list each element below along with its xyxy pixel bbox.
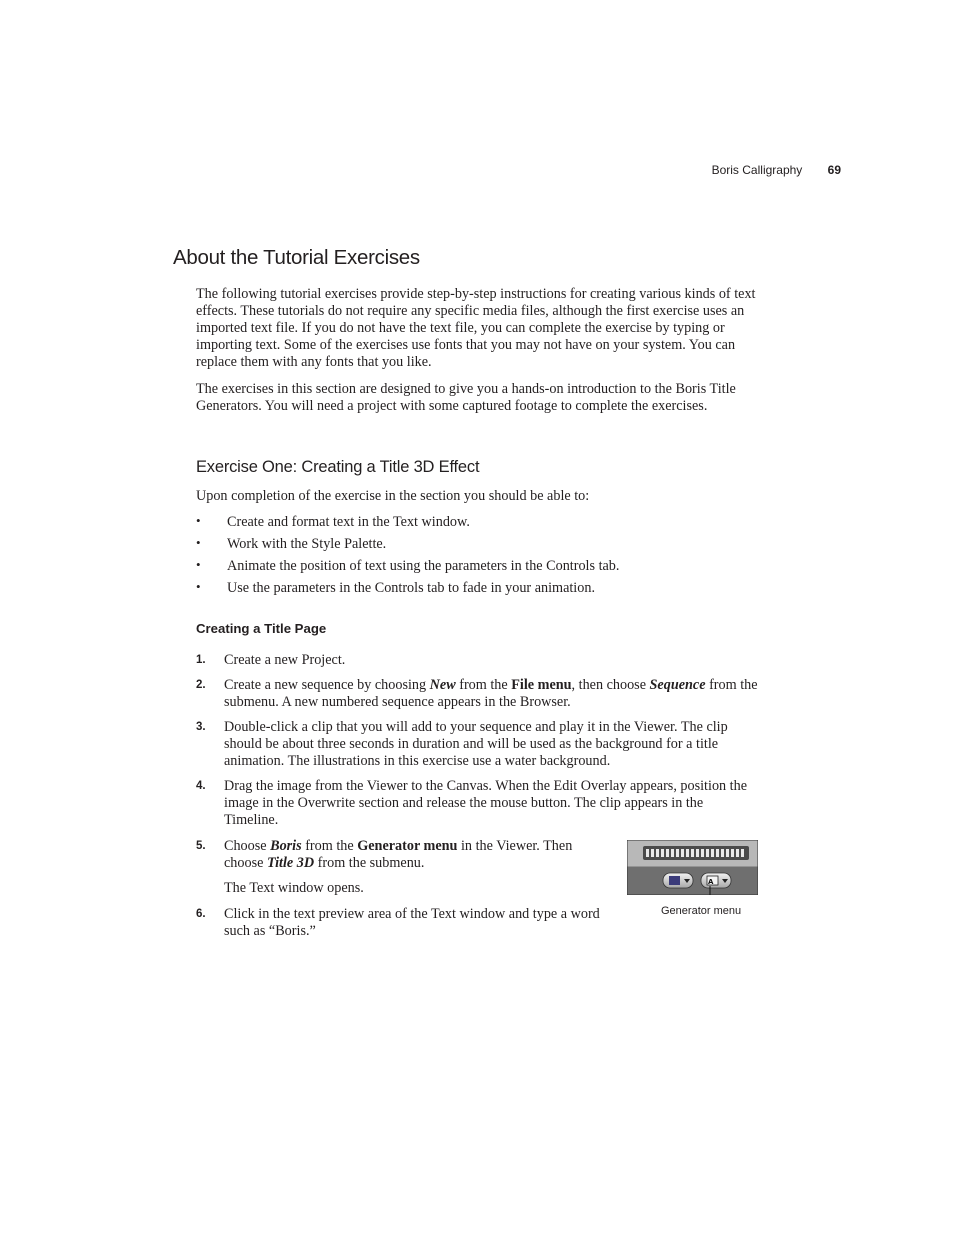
generator-menu-figure: [627, 840, 758, 895]
step-4: 4. Drag the image from the Viewer to the Canvas. When the Edit Overlay appears, position the image in the Overwrite section and release the mouse button. The clip appears in the Timeline.: [196, 778, 748, 828]
list-item: • Use the parameters in the Controls tab to fade in your animation.: [196, 579, 595, 596]
exercise-heading: Exercise One: Creating a Title 3D Effect: [196, 458, 480, 476]
subsection-heading: Creating a Title Page: [196, 621, 327, 636]
running-header: [712, 163, 841, 177]
objectives-list: [196, 514, 756, 602]
step-2: 2. Create a new sequence by choosing New from the File menu, then choose Sequence from the submenu. A new numbered sequence appears in the Browser.: [196, 677, 758, 710]
page-number: 69: [827, 163, 841, 177]
step-5: 5. Choose Boris from the Generator menu in the Viewer. Then choose Title 3D from the submenu. The Text window opens.: [196, 838, 596, 897]
list-item: • Animate the position of text using the parameters in the Controls tab.: [196, 557, 620, 574]
step-6: 6. Click in the text preview area of the Text window and type a word such as “Boris.”: [196, 906, 600, 939]
svg-text:A: A: [708, 878, 714, 886]
list-item: • Work with the Style Palette.: [196, 535, 387, 552]
page-title: About the Tutorial Exercises: [173, 246, 420, 269]
figure-caption: Generator menu: [661, 905, 742, 917]
intro-paragraph-2: The exercises in this section are designed to give you a hands-on introduction to the Boris Title Generators. You will need a project with some captured footage to complete the exercises.: [196, 381, 736, 414]
generator-menu-screenshot: [627, 840, 758, 895]
intro-paragraph-1: The following tutorial exercises provide step-by-step instructions for creating various kinds of text effects. These tutorials do not require any specific media files, although the first exercise uses an imported text file. If you do not have the text file, you can complete the exercise by typing or importing text. Some of the exercises use fonts that you may not have on your system. You can replace them with any fonts that you like.: [196, 286, 756, 370]
list-item: • Create and format text in the Text window.: [196, 513, 470, 530]
step-3: 3. Double-click a clip that you will add to your sequence and play it in the Viewer. The clip should be about three seconds in duration and will be used as the background for a title animation. The illustrations in this exercise use a water background.: [196, 719, 728, 769]
header-section-title: Boris Calligraphy: [711, 163, 803, 177]
step-1: 1. Create a new Project.: [196, 652, 346, 668]
exercise-lead: Upon completion of the exercise in the section you should be able to:: [196, 488, 590, 504]
step-5-followup: The Text window opens.: [224, 880, 364, 896]
